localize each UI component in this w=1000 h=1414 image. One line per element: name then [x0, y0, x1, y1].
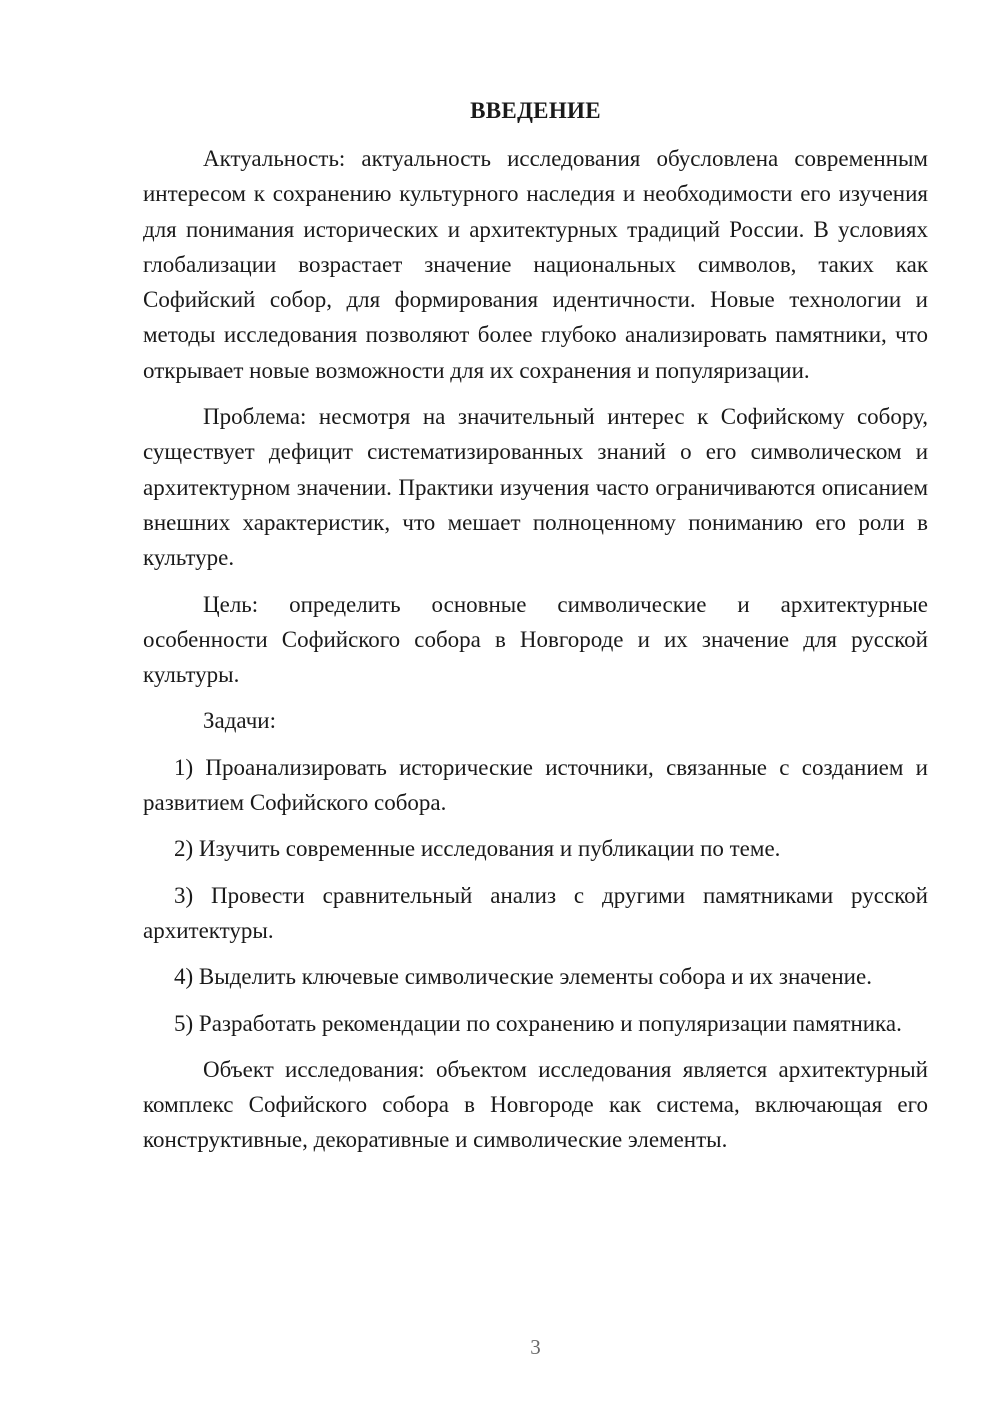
paragraph-goal: Цель: определить основные символические и архитектурные особенности Софийского собора в Новгороде и их значение для русской культуры. [143, 591, 928, 688]
paragraph-tasks-label: Задачи: [203, 708, 276, 734]
paragraph-object: Объект исследования: объектом исследования является архитектурный комплекс Софийского собора в Новгороде как система, включающая его конструктивные, декоративные и символические элементы. [143, 1056, 928, 1153]
task-item: 3) Провести сравнительный анализ с другими памятниками русской архитектуры. [143, 882, 928, 943]
paragraph-relevance: Актуальность: актуальность исследования обусловлена современным интересом к сохранению культурного наследия и необходимости его изучения для понимания исторических и архитектурных традиций России. В условиях глобализации возрастает значение национальных символов, таких как Софийский собор, для формирования идентичности. Новые технологии и методы исследования позволяют более глубоко анализировать памятники, что открывает новые возможности для их сохранения и популяризации. [143, 146, 928, 383]
page-title: ВВЕДЕНИЕ [470, 98, 601, 123]
paragraph-problem: Проблема: несмотря на значительный интерес к Софийскому собору, существует дефицит систематизированных знаний о его символическом и архитектурном значении. Практики изучения часто ограничиваются описанием внешних характеристик, что мешает полноценному пониманию его роли в культуре. [143, 404, 928, 571]
task-item: 2) Изучить современные исследования и публикации по теме. [174, 836, 781, 862]
document-page [143, 0, 928, 1414]
task-item: 5) Разработать рекомендации по сохранению и популяризации памятника. [174, 1010, 902, 1036]
task-item: 4) Выделить ключевые символические элементы собора и их значение. [174, 964, 872, 990]
page-number: 3 [530, 1335, 541, 1359]
task-item: 1) Проанализировать исторические источники, связанные с созданием и развитием Софийского собора. [143, 754, 928, 816]
document-body [143, 141, 928, 1169]
